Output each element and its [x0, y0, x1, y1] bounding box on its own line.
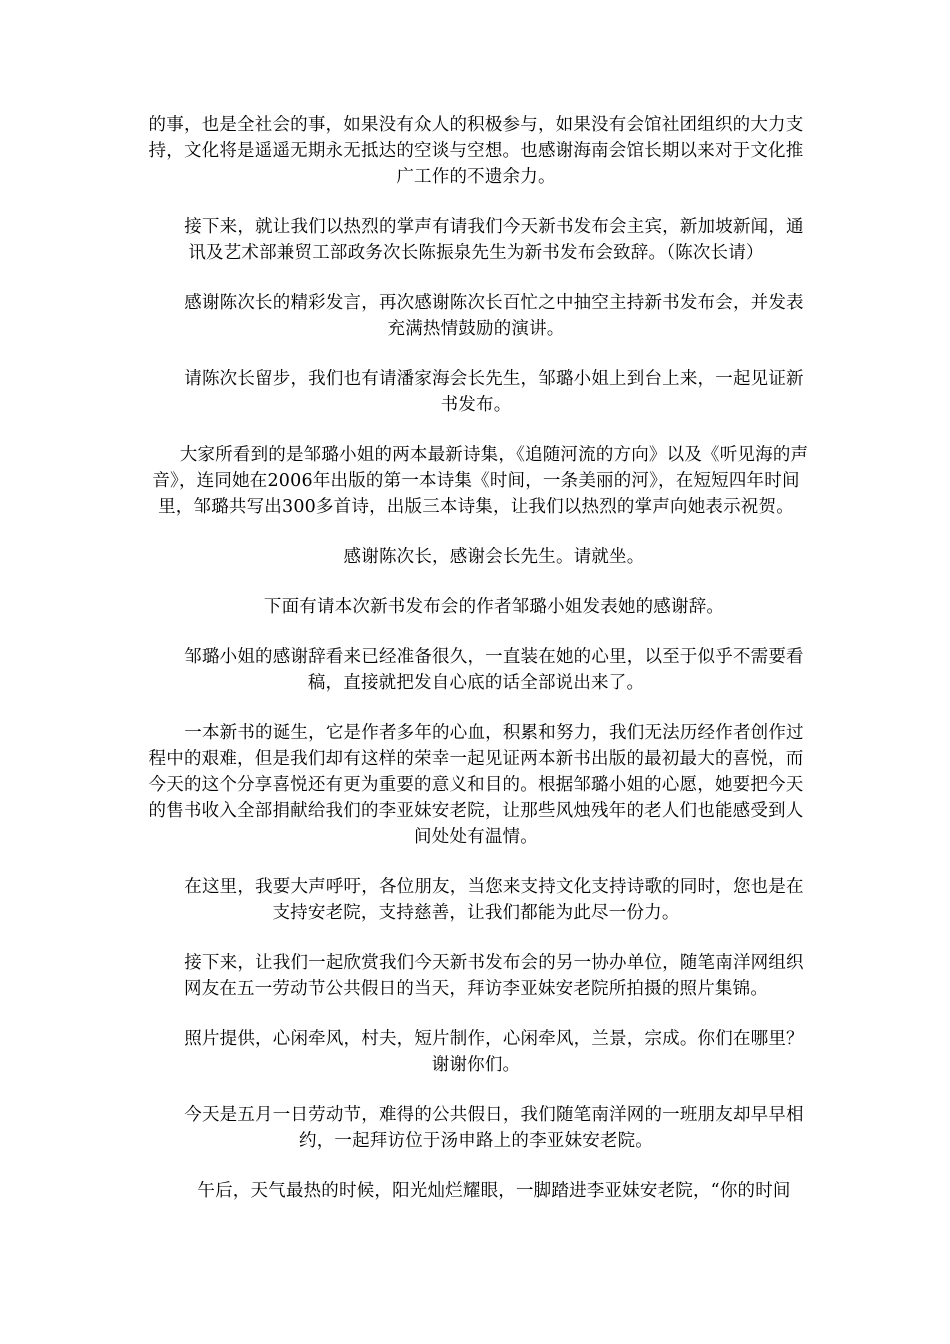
- paragraph-10: 在这里，我要大声呼吁，各位朋友，当您来支持文化支持诗歌的同时，您也是在支持安老院，支持慈善，让我们都能为此尽一份力。: [184, 877, 804, 923]
- paragraph-14: 午后，天气最热的时候，阳光灿烂耀眼，一脚踏进李亚妹安老院，“你的时间: [197, 1181, 791, 1201]
- paragraph-2: 接下来，就让我们以热烈的掌声有请我们今天新书发布会主宾，新加坡新闻，通讯及艺术部兼贸工部政务次长陈振泉先生为新书发布会致辞。（陈次长请）: [184, 217, 804, 263]
- paragraph-3: 感谢陈次长的精彩发言，再次感谢陈次长百忙之中抽空主持新书发布会，并发表充满热情鼓励的演讲。: [184, 293, 804, 339]
- paragraph-6: 感谢陈次长，感谢会长先生。请就坐。: [343, 547, 645, 567]
- paragraph-5: 大家所看到的是邹璐小姐的两本最新诗集，《追随河流的方向》以及《听见海的声音》，连同她在2006年出版的第一本诗集《时间，一条美丽的河》，在短短四年时间里，邹璐共写出300多首诗，出版三本诗集，让我们以热烈的掌声向她表示祝贺。: [152, 445, 809, 517]
- paragraph-8: 邹璐小姐的感谢辞看来已经准备很久，一直装在她的心里，以至于似乎不需要看稿，直接就把发自心底的话全部说出来了。: [184, 647, 804, 693]
- paragraph-11: 接下来，让我们一起欣赏我们今天新书发布会的另一协办单位，随笔南洋网组织网友在五一劳动节公共假日的当天，拜访李亚妹安老院所拍摄的照片集锦。: [183, 953, 804, 999]
- document-page: [140, 112, 812, 1228]
- paragraph-4: 请陈次长留步，我们也有请潘家海会长先生，邹璐小姐上到台上来，一起见证新书发布。: [184, 369, 804, 415]
- paragraph-12: 照片提供，心闲牵风，村夫，短片制作，心闲牵风，兰景，宗成。你们在哪里？谢谢你们。: [184, 1029, 804, 1075]
- paragraph-7: 下面有请本次新书发布会的作者邹璐小姐发表她的感谢辞。: [263, 597, 725, 617]
- paragraph-13: 今天是五月一日劳动节，难得的公共假日，我们随笔南洋网的一班朋友却早早相约，一起拜访位于汤申路上的李亚妹安老院。: [184, 1105, 804, 1151]
- paragraph-1: 的事，也是全社会的事，如果没有众人的积极参与，如果没有会馆社团组织的大力支持，文化将是遥遥无期永无抵达的空谈与空想。也感谢海南会馆长期以来对于文化推广工作的不遗余力。: [148, 115, 804, 187]
- paragraph-9: 一本新书的诞生，它是作者多年的心血，积累和努力，我们无法历经作者创作过程中的艰难，但是我们却有这样的荣幸一起见证两本新书出版的最初最大的喜悦，而今天的这个分享喜悦还有更为重要的意义和目的。根据邹璐小姐的心愿，她要把今天的售书收入全部捐献给我们的李亚妹安老院，让那些风烛残年的老人们也能感受到人间处处有温情。: [148, 723, 804, 847]
